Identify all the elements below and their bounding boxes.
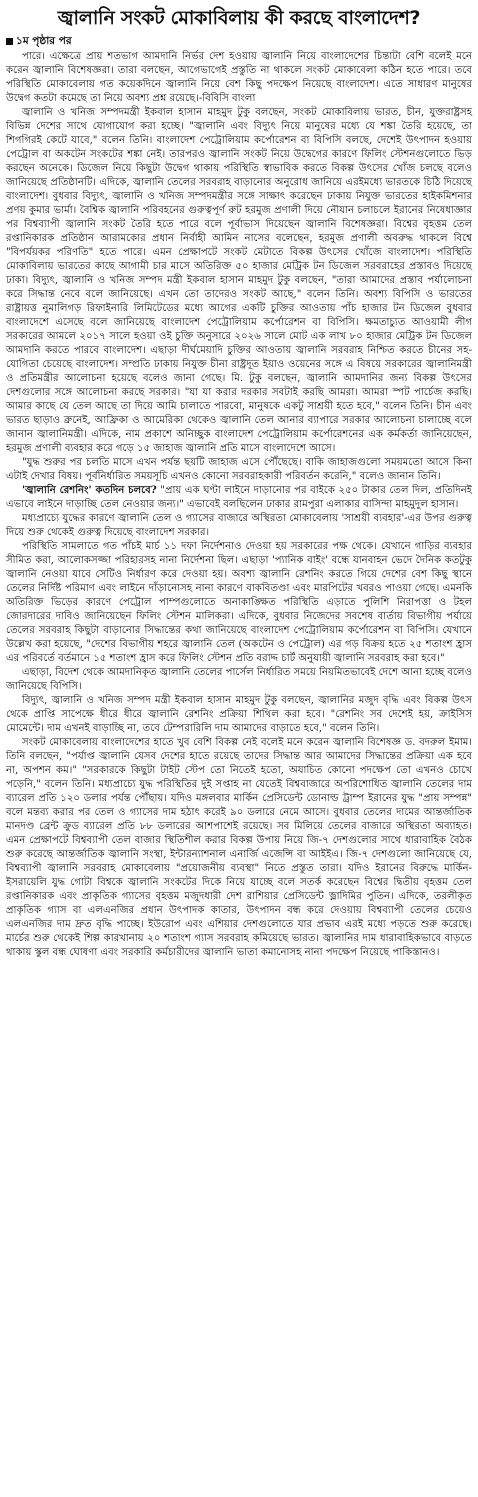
continued-marker: [6, 34, 472, 48]
paragraph-6: পরিস্থিতি সামলাতে গত পাঁচই মার্চ ১১ দফা নির্দেশনাও দেওয়া হয় সরকারের পক্ষ থেকে। যেখানে গাড়ির ব্যবহার সীমিত করা, আলোকসজ্জা পরিহারসহ নানা নির্দেশনা ছিল। এছাড়া 'প্যানিক বাইং' বন্ধে যানবাহন ভেদে দৈনিক কতটুকু জ্বালানি নেওয়া যাবে সেটিও নির্ধারণ করে দেওয়া হয়। অবশ্য জ্বালানি রেশনিং করতে গিয়ে দেশের বেশ কিছু স্থানে তেলের নির্দিষ্ট পরিমাণ এবং লাইনে দাঁড়ানোসহ নানা কারণে বাকবিতণ্ডা এবং মারপিটের খবরও পাওয়া গেছে। এমনকি অতিরিক্ত ভিড়ের কারণে পেট্রোল পাম্পগুলোতে অনাকাঙ্ক্ষিত পরিস্থিতি এড়াতে পুলিশি নিরাপত্তা ও টহল জোরদারের দাবিও জানিয়েছেন ফিলিং স্টেশন মালিকরা। এদিকে, বুধবার নিজেদের সবশেষ বার্তায় বিভাগীয় পর্যায়ে তেলের সরবরাহ কিছুটা বাড়ানোর সিদ্ধান্তের কথা জানিয়েছে বাংলাদেশ পেট্রোলিয়াম কর্পোরেশন বা বিপিসি। যেখানে উল্লেখ করা হয়েছে, "দেশের বিভাগীয় শহরে জ্বালানি তেল (অকটেন ও পেট্রোল) এর গড় বিক্রয় হতে ২৫ শতাংশ হ্রাস এর পরিবর্তে বর্তমানে ১৫ শতাংশ হ্রাস করে ফিলিং স্টেশন প্রতি বরাদ্দ চার্ট অনুযায়ী জ্বালানি সরবরাহ করা হবে।": [6, 541, 472, 664]
paragraph-5: মধ্যপ্রাচ্যে যুদ্ধের কারণে জ্বালানি তেল ও গ্যাসের বাজারে অস্থিরতা মোকাবেলায় 'সাশ্রয়ী ব্যবহার'-এর উপর গুরুত্ব দিয়ে শুরু থেকেই গুরুত্ব দিয়েছে বাংলাদেশ সরকার।: [6, 513, 472, 538]
paragraph-9: সংকট মোকাবেলায় বাংলাদেশের হাতে খুব বেশি বিকল্প নেই বলেই মনে করেন জ্বালানি বিশেষজ্ঞ ড. বদরুল ইমাম। তিনি বলছেন, "পর্যাপ্ত জ্বালানি যেসব দেশের হাতে রয়েছে তাদের সিদ্ধান্ত আর আমাদের সিদ্ধান্তের প্রক্রিয়া এক হবে না, অপশন কম।" "সরকারকে কিছুটা টাইট স্টেপ তো নিতেই হতো, অযাচিত কোনো পদক্ষেপ তো এখনও চোখে পড়েনি," বলেন তিনি। মধ্যপ্রাচ্যে যুদ্ধ পরিস্থিতির দুই সপ্তাহ না যেতেই বিশ্ববাজারে অপরিশোধিত জ্বালানি তেলের দাম ব্যারেল প্রতি ১২০ ডলার পর্যন্ত পৌঁছায়। যদিও মঙ্গলবার মার্কিন প্রেসিডেন্ট ডোনাল্ড ট্রাম্প ইরানের যুদ্ধ "প্রায় সম্পন্ন" বলে মন্তব্য করার পর তেল ও গ্যাসের দাম হঠাৎ করেই ৯০ ডলারে নেমে আসে। বুধবার তেলের দামের আন্তর্জাতিক মানদণ্ড ব্রেন্ট ক্রুড ব্যারেল প্রতি ৮৮ ডলারের আশপাশেই রয়েছে। সব মিলিয়ে তেলের বাজারে অস্থিরতা অব্যাহত। এমন প্রেক্ষাপটে বিশ্বব্যাপী তেল বাজার স্থিতিশীল করার বিকল্প উপায় নিয়ে জি-৭ দেশগুলোর সাথে ধারাবাহিক বৈঠক শুরু করেছে আন্তর্জাতিক জ্বালানি সংস্থা, ইন্টারন্যাশনাল এনার্জি এজেন্সি বা আইইএ। জি-৭ দেশগুলো জানিয়েছে যে, বিশ্বব্যাপী জ্বালানি সরবরাহ মোকাবেলায় "প্রয়োজনীয় ব্যবস্থা" নিতে প্রস্তুত তারা। যদিও ইরানের বিরুদ্ধে মার্কিন-ইসরায়েলি যুদ্ধ গোটা বিশ্বকে জ্বালানি সংকটের দিকে নিয়ে যাচ্ছে বলে সতর্ক করেছেন বিশ্বের দ্বিতীয় বৃহত্তম তেল রপ্তানিকারক এবং প্রাকৃতিক গ্যাসের বৃহত্তম মজুদধারী দেশ রাশিয়ার প্রেসিডেন্ট ভ্লাদিমির পুতিন। এদিকে, তরলীকৃত প্রাকৃতিক গ্যাস বা এলএনজির প্রধান উৎপাদক কাতার, উৎপাদন বন্ধ করে দেওয়ায় বিশ্বব্যাপী তেলের চেয়েও এলএনজির দাম দ্রুত বৃদ্ধি পাচ্ছে। ইউরোপ এবং এশিয়ার দেশগুলোতে যার প্রভাব এরই মধ্যে পড়তে শুরু করেছে। মার্চের শুরু থেকেই শিল্প কারখানায় ২০ শতাংশ গ্যাস সরবরাহ কমিয়েছে ভারত। জ্বালানির দাম ধারাবাহিকভাবে বাড়তে থাকায় স্কুল বন্ধ ঘোষণা এবং সরকারি কর্মচারীদের জ্বালানি ভাতা কমানোসহ নানা পদক্ষেপ নিয়েছে পাকিস্তানও।: [6, 737, 472, 958]
subhead-paragraph-text: "প্রায় এক ঘণ্টা লাইনে দাড়ানোর পর বাইকে ২৫০ টাকার তেল দিল, প্রতিদিনই এভাবে লাইনে দাড়াচ্ছি তেল নেওয়ার জন্য।" এভাবেই বলছিলেন ঢাকার রামপুরা এলাকার বাসিন্দা মাহমুদুল হাসান।: [6, 485, 473, 510]
article-body: [6, 50, 472, 960]
paragraph-1: পারে। এক্ষেত্রে প্রায় শতভাগ আমদানি নির্ভর দেশ হওয়ায় জ্বালানি নিয়ে বাংলাদেশের চিন্তাটা বেশি বলেই মনে করেন জ্বালানি বিশেষজ্ঞরা। তারা বলছেন, আগেভাগেই প্রস্তুতি না থাকলে সংকট মোকাবেলা কঠিন হতে পারে। তবে পরিস্থিতি মোকাবেলায় গত কয়েকদিনে জ্বালানি নিয়ে বেশ কিছু পদক্ষেপ নিয়েছে বাংলাদেশ। এতে সাধারণ মানুষের উদ্বেগ কতটা কমেছে তা নিয়ে অবশ্য প্রশ্ন রয়েছে।-বিবিসি বাংলা: [6, 51, 472, 104]
paragraph-2: জ্বালানি ও খনিজ সম্পদমন্ত্রী ইকবাল হাসান মাহমুদ টুকু বলছেন, সংকট মোকাবিলায় ভারত, চীন, যুক্তরাষ্ট্রসহ বিভিন্ন দেশের সাথে যোগাযোগ করা হচ্ছে। "জ্বালানি এবং বিদ্যুৎ নিয়ে মানুষের মধ্যে যে শঙ্কা তৈরি হয়েছে, তা শিগগিরই কেটে যাবে," বলেন তিনি। বাংলাদেশ পেট্রোলিয়াম কর্পোরেশন বা বিপিসি বলছে, দেশেই উৎপাদন হওয়ায় পেট্রোল বা অকটেন সংকটের শঙ্কা নেই। তারপরও জ্বালানি সংকট নিয়ে উদ্বেগের কারণে ফিলিং স্টেশনগুলোতে ভিড় করছেন অনেকে। ডিজেল নিয়ে কিছুটা উদ্বেগ থাকায় পরিস্থিতি স্বাভাবিক করতে বিকল্প উৎসের খোঁজ চলছে বলেও জানিয়েছে প্রতিষ্ঠানটি। এদিকে, জ্বালানি তেলের সরবরাহ বাড়ানোর অনুরোধ জানিয়ে এরইমধ্যে ভারতকে চিঠি দিয়েছে বাংলাদেশ। বুধবার বিদ্যুৎ, জ্বালানি ও খনিজ সম্পদমন্ত্রীর সঙ্গে সাক্ষাৎ করেছেন ঢাকায় নিযুক্ত ভারতের হাইকমিশনার প্রণয় কুমার ভার্মা। বৈশ্বিক জ্বালানি পরিবহনের গুরুত্বপূর্ণ রুট হরমুজ প্রণালী দিয়ে নৌযান চলাচলে ইরানের নিষেধাজ্ঞার পর বিশ্বব্যাপী জ্বালানি সংকট তৈরি হতে পারে বলে পূর্বাভাস দিয়েছেন জ্বালানি বিশেষজ্ঞরা। বিশ্বের বৃহত্তম তেল রপ্তানিকারক প্রতিষ্ঠান আরামকোর প্রধান নির্বাহী আমিন নাসের বলেছেন, হরমুজ প্রণালী অবরুদ্ধ থাকলে বিশ্বে "বিপর্যয়কর পরিণতি" হতে পারে। এমন প্রেক্ষাপটে সংকট মেটাতে বিকল্প উৎসের খোঁজে বাংলাদেশ। পরিস্থিতি মোকাবিলায় ভারতের কাছে আগামী চার মাসে অতিরিক্ত ৫০ হাজার মেট্রিক টন ডিজেল সরবরাহের প্রস্তাবও দিয়েছে ঢাকা। বিদ্যুৎ, জ্বালানি ও খনিজ সম্পদ মন্ত্রী ইকবাল হাসান মাহমুদ টুকু বলছেন, "তারা আমাদের প্রস্তাব পর্যালোচনা করে সিদ্ধান্ত নেবে বলে জানিয়েছে। এখন তো তাদেরও সংকট আছে," বলেন তিনি। অবশ্য বিপিসি ও ভারতের রাষ্ট্রায়ত্ত নুমালিগড় রিফাইনারি লিমিটেডের মধ্যে আগের একটি চুক্তির আওতায় পাঁচ হাজার টন ডিজেল বুধবার বাংলাদেশে এসেছে বলে জানিয়েছে বাংলাদেশ পেট্রোলিয়াম কর্পোরেশন বা বিপিসি। ক্ষমতাচ্যুত আওয়ামী লীগ সরকারের আমলে ২০১৭ সালে হওয়া ওই চুক্তি অনুসারে ২০২৬ সালে মোট এক লাখ ৮০ হাজার মেট্রিক টন ডিজেল আমদানি করতে পারবে বাংলাদেশ। এছাড়া দীর্ঘমেয়াদি চুক্তির আওতায় জ্বালানি সরবরাহ নিশ্চিত করতে চীনের সহ-যোগিতা চেয়েছে বাংলাদেশ। সম্প্রতি ঢাকায় নিযুক্ত চীনা রাষ্ট্রদূত ইয়াও ওয়েনের সঙ্গে এ বিষয়ে সরকারের জ্বালানিমন্ত্রী ও প্রতিমন্ত্রীর আলোচনা হয়েছে বলেও জানা গেছে। মি. টুকু বলছেন, জ্বালানি আমদানির জন্য বিকল্প উৎসের দেশগুলোর সঙ্গে আলোচনা করছে সরকার। "যা যা করার দরকার সবটাই করছি আমরা। আমরা স্পট পার্চেজ করছি। আমার কাছে যে তেল আছে তা দিয়ে আমি চালাতে পারবো, মানুষকে একটু সাশ্রয়ী হতে হবে," বলেন তিনি। চীন এবং ভারত ছাড়াও ব্রুনেই, আফ্রিকা ও আমেরিকা থেকেও জ্বালানি তেল আনার ব্যাপারে সরকার আলোচনা চালাচ্ছে বলে জানান জ্বালানিমন্ত্রী। এদিকে, নাম প্রকাশে অনিচ্ছুক বাংলাদেশ পেট্রোলিয়াম কর্পোরেশনের এক কর্মকর্তা জানিয়েছেন, হরমুজ প্রণালী ব্যবহার করে গড়ে ১৫ জাহাজ জ্বালানি প্রতি মাসে বাংলাদেশে আসে।: [6, 107, 472, 454]
paragraph-3: "যুদ্ধ শুরুর পর চলতি মাসে এখন পর্যন্ত ছয়টি জাহাজ এসে পৌঁছেছে। বাকি জাহাজগুলো সময়মতো আসে কিনা এটাই দেখার বিষয়। পূর্বনির্ধারিত সময়সূচি এখনও কোনো সরবরাহকারী পরিবর্তন করেনি," বলেও জানান তিনি।: [6, 457, 472, 482]
subhead-paragraph: [6, 484, 472, 512]
paragraph-8: বিদ্যুৎ, জ্বালানি ও খনিজ সম্পদ মন্ত্রী ইকবাল হাসান মাহমুদ টুকু বলছেন, জ্বালানির মজুদ বৃদ্ধি এবং বিকল্প উৎস থেকে প্রাপ্তি সাপেক্ষে ধীরে ধীরে জ্বালানি রেশনিং প্রক্রিয়া শিথিল করা হবে। "রেশনিং সব দেশেই হয়, ক্রাইসিস মোমেন্টে। দাম এখনই বাড়াচ্ছি না, তবে টেম্পরারিলি দাম আমাদের বাড়াতে হবে," বলেন তিনি।: [6, 695, 472, 734]
subhead: 'জ্বালানি রেশনিং' কতদিন চলবে?: [22, 485, 157, 496]
article-headline: জ্বালানি সংকট মোকাবিলায় কী করছে বাংলাদেশ?: [57, 7, 421, 29]
square-bullet-icon: [6, 38, 13, 45]
news-article: [6, 0, 472, 960]
continued-label: ১ম পৃষ্ঠার পর: [16, 35, 72, 47]
paragraph-7: এছাড়া, বিদেশ থেকে আমদানিকৃত জ্বালানি তেলের পার্সেল নির্ধারিত সময়ে নিয়মিতভাবেই দেশে আনা হচ্ছে বলেও জানিয়েছে বিপিসি।: [6, 667, 472, 692]
